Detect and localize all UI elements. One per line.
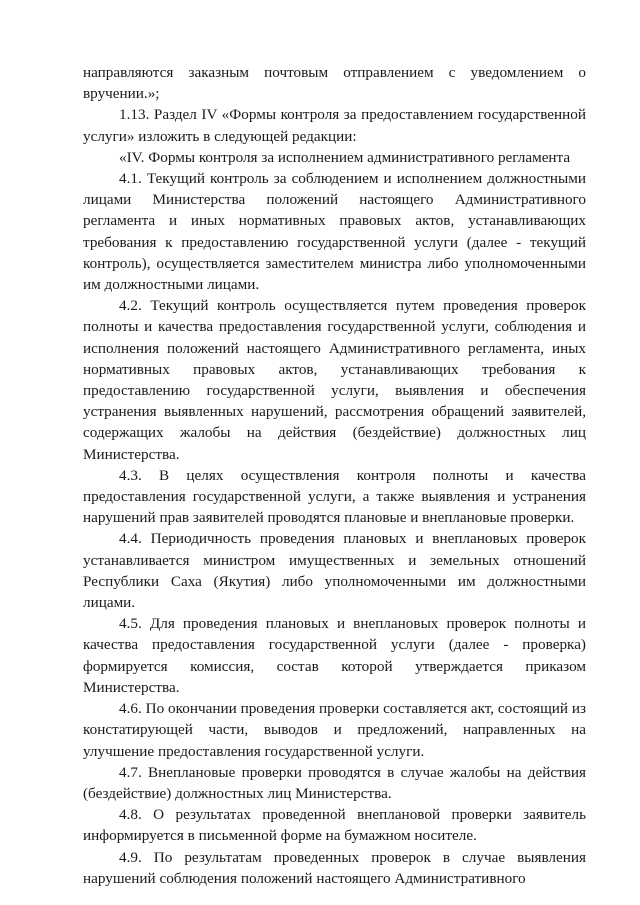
section-heading-iv: «IV. Формы контроля за исполнением административного регламента [119, 148, 571, 166]
paragraph-4-7: 4.7. Внеплановые проверки проводятся в случае жалобы на действия (бездействие) должностных лиц Министерства. [83, 763, 586, 802]
paragraph-4-9: 4.9. По результатам проведенных проверок в случае выявления нарушений соблюдения положений настоящего Административного [83, 848, 586, 887]
paragraph-4-6: 4.6. По окончании проведения проверки составляется акт, состоящий из констатирующей части, выводов и предложений, направленных на улучшение предоставления государственной услуги. [83, 700, 586, 760]
paragraph-continuation: направляются заказным почтовым отправлением с уведомлением о вручении.»; [83, 64, 586, 103]
paragraph-4-3: 4.3. В целях осуществления контроля полноты и качества предоставления государственной услуги, а также выявления и устранения нарушений прав заявителей проводятся плановые и внеплановые проверки. [83, 466, 586, 527]
paragraph-4-5: 4.5. Для проведения плановых и внеплановых проверок полноты и качества предоставления государственной услуги (далее - проверка) формируется комиссия, состав которой утверждается приказом Министерства. [83, 615, 586, 696]
paragraph-4-1: 4.1. Текущий контроль за соблюдением и исполнением должностными лицами Министерства положений настоящего Административного регламента и иных нормативных правовых актов, устанавливающих требования к предоставлению государственной услуги (далее - текущий контроль), осуществляется заместителем министра либо уполномоченными им должностными лицами. [83, 170, 586, 294]
paragraph-4-8: 4.8. О результатах проведенной внеплановой проверки заявитель информируется в письменной форме на бумажном носителе. [83, 806, 586, 845]
paragraph-4-4: 4.4. Периодичность проведения плановых и внеплановых проверок устанавливается министром имущественных и земельных отношений Республики Саха (Якутия) либо уполномоченными им должностными лицами. [83, 530, 586, 612]
document-page [83, 62, 586, 889]
paragraph-4-2: 4.2. Текущий контроль осуществляется путем проведения проверок полноты и качества предоставления государственной услуги, соблюдения и исполнения положений настоящего Административного регламента, иных нормативных правовых актов, устанавливающих требования к предоставлению государственной услуги, выявления и обеспечения устранения выявленных нарушений, рассмотрения обращений заявителей, содержащих жалобы на действия (бездействие) должностных лиц Министерства. [83, 297, 586, 463]
paragraph-1-13: 1.13. Раздел IV «Формы контроля за предоставлением государственной услуги» изложить в следующей редакции: [83, 106, 586, 145]
